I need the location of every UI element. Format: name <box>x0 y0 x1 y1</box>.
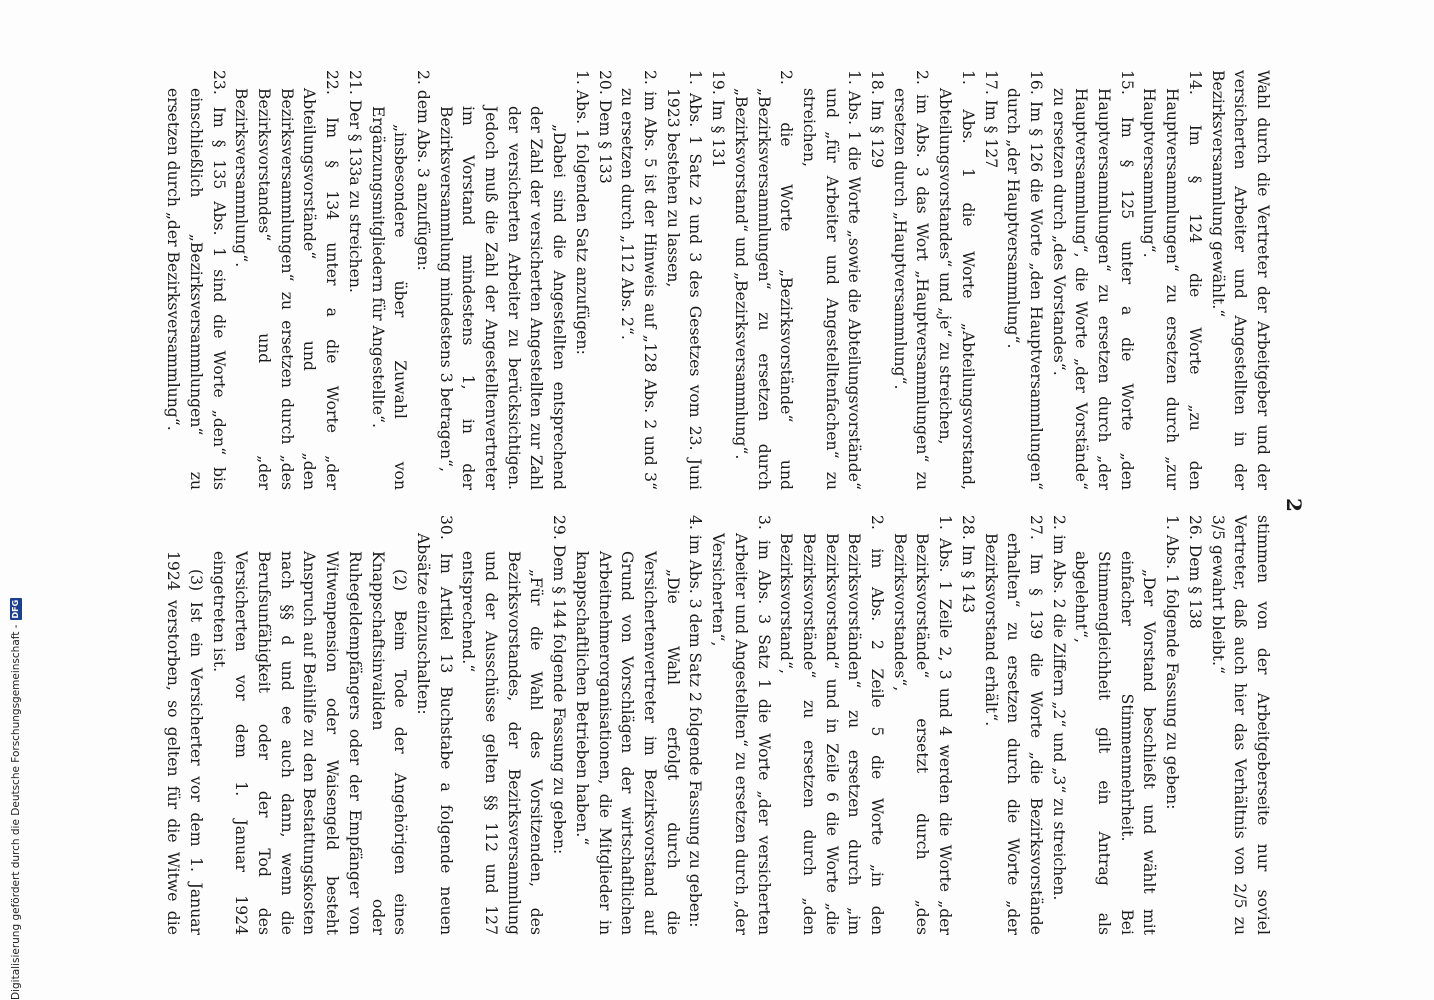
list-item: 1. Abs. 1 Zeile 2, 3 und 4 werden die Worte „der Bezirksvorstände“ ersetzt durch „des Bezirksvorstandes“, <box>890 515 955 935</box>
section-heading: 17. Im § 127 <box>981 70 1000 169</box>
page-number: 2 <box>1282 498 1306 512</box>
paragraph: stimmen von der Arbeitgeberseite nur soviel Vertreter, daß auch hier das Verhältnis von 2/5 zu 3/5 gewahrt bleibt.“ <box>1208 515 1272 935</box>
quote: (2) Beim Tode der Angehörigen eines Knappschaftsinvaliden oder Ruhegeldempfängers oder der Empfänger von Witwenpension oder Waisengeld besteht Anspruch auf Beihilfe zu den Bestattungskosten nach §§ d und ee auch dann, wenn die Berufsunfähigkeit oder der Tod des Versicherten vor dem 1. Januar 1924 eingetreten ist. <box>209 551 410 935</box>
list-item: 2. die Worte „Bezirksvorstände“ und „Bezirksversammlungen“ zu ersetzen durch „Bezirksvorstand“ und „Bezirksversammlung“. <box>731 70 796 490</box>
quote: „Die Wahl erfolgt durch die Versichertenvertreter im Bezirksvorstand auf Grund von Vorschlägen der wirtschaftlichen Arbeitnehmerorganisationen, die Mitglieder in knappschaftlichen Betrieben haben.“ <box>572 551 682 935</box>
section-heading: 20. Dem § 133 <box>595 70 614 184</box>
list-item: 2. im Abs. 3 das Wort „Hauptversammlungen“ zu ersetzen durch „Hauptversammlung“. <box>890 70 932 490</box>
quote: „Dabei sind die Angestellten entsprechend der Zahl der versicherten Angestellten zur Zahl der versicherten Arbeiter zu berücksichtigen. Jedoch muß die Zahl der Angestelltenvertreter im Vorstand mindestens 1, in der Bezirksversammlung mindestens 3 betragen“, <box>436 106 569 490</box>
paragraph: 29. Dem § 144 folgende Fassung zu geben: <box>550 515 569 855</box>
section-heading: 19. Im § 131 <box>709 70 728 169</box>
digitization-credit <box>8 599 24 1000</box>
list-item: 2. dem Abs. 3 anzufügen: <box>413 70 432 271</box>
list-item: 2. im Abs. 2 Zeile 5 die Worte „in den Bezirksvorständen“ zu ersetzen durch „im Bezirksvorstand“ und in Zeile 6 die Worte „die Bezirksvorstände“ zu ersetzen durch „den Bezirksvorstand“, <box>777 515 887 935</box>
left-column <box>164 70 1274 490</box>
list-item: 1. Abs. 1 Satz 2 und 3 des Gesetzes vom 23. Juni 1923 bestehen zu lassen, <box>663 70 705 490</box>
quote: „Der Vorstand beschließt und wählt mit einfacher Stimmenmehrheit. Bei Stimmengleichheit gilt ein Antrag als abgelehnt“, <box>1072 551 1159 935</box>
paragraph: 22. Im § 134 unter a die Worte „der Abteilungsvorstände“ und „den Bezirksversammlungen“ zu ersetzen durch „des Bezirksvorstandes“ und „der Bezirksversammlung“. <box>232 70 342 490</box>
list-item: 2. im Abs. 2 die Ziffern „2“ und „3“ zu streichen. <box>1049 515 1068 901</box>
paragraph: 14. Im § 124 die Worte „zu den Hauptversammlungen“ zu ersetzen durch „zur Hauptversammlung“. <box>1140 70 1204 490</box>
quote: (3) Ist ein Versicherter vor dem 1. Januar 1924 verstorben, so gelten für die Witwe die <box>164 551 205 935</box>
credit-text: Digitalisierung gefördert durch die Deutsche Forschungsgemeinschaft - <box>10 624 22 1000</box>
right-column <box>164 515 1274 935</box>
list-item: 1. Abs. 1 die Worte „Abteilungsvorstand, Abteilungsvorstandes“ und „je“ zu streichen, <box>936 70 977 490</box>
paragraph: 27. Im § 139 die Worte „die Bezirksvorstände erhalten“ zu ersetzen durch die Worte „der Bezirksvorstand erhält“. <box>981 515 1045 935</box>
list-item: 2. im Abs. 5 ist der Hinweis auf „128 Abs. 2 und 3“ zu ersetzen durch „112 Abs. 2“. <box>618 70 660 490</box>
paragraph: 23. Im § 135 Abs. 1 sind die Worte „den“ bis einschließlich „Bezirksversammlungen“ zu ersetzen durch „der Bezirksversammlung“. <box>164 70 228 490</box>
paragraph: 30. Im Artikel 13 Buchstabe a folgende neuen Absätze einzuschalten: <box>413 515 455 935</box>
list-item: 3. im Abs. 3 Satz 1 die Worte „der versicherten Arbeiter und Angestellten“ zu ersetzen durch „der Versicherten“, <box>709 515 773 935</box>
list-item: 1. Abs. 1 folgenden Satz anzufügen: <box>572 70 591 355</box>
paragraph: Wahl durch die Vertreter der Arbeitgeber und der versicherten Arbeiter und Angestellten in der Bezirksversammlung gewählt.“ <box>1208 70 1272 490</box>
list-item: 4. im Abs. 3 dem Satz 2 folgende Fassung zu geben: <box>686 515 705 928</box>
paragraph: 16. Im § 126 die Worte „den Hauptversammlungen“ durch „der Hauptversammlung“. <box>1004 70 1045 490</box>
list-item: 1. Abs. 1 folgende Fassung zu geben: <box>1163 515 1182 810</box>
quote: „insbesondere über Zuwahl von Ergänzungsmitgliedern für Angestellte“. <box>368 106 410 490</box>
list-item: 1. Abs. 1 die Worte „sowie die Abteilungsvorstände“ und „für Arbeiter und Angestelltenfachen“ zu streichen, <box>799 70 864 490</box>
section-heading: 28. Im § 143 <box>958 515 977 614</box>
paragraph: 15. Im § 125 unter a die Worte „den Hauptversammlungen“ zu ersetzen durch „der Hauptversammlung“, die Worte „der Vorstände“ zu ersetzen durch „des Vorstandes“. <box>1049 70 1136 490</box>
section-heading: 26. Dem § 138 <box>1185 515 1204 629</box>
section-heading: 18. Im § 129 <box>868 70 887 169</box>
dfg-logo: DFG <box>11 599 20 619</box>
quote: „Für die Wahl des Vorsitzenden, des Bezirksvorstandes, der Bezirksversammlung und der Ausschüsse gelten §§ 112 und 127 entsprechend.“ <box>459 551 546 935</box>
paragraph: 21. Der § 133a zu streichen. <box>345 70 364 293</box>
